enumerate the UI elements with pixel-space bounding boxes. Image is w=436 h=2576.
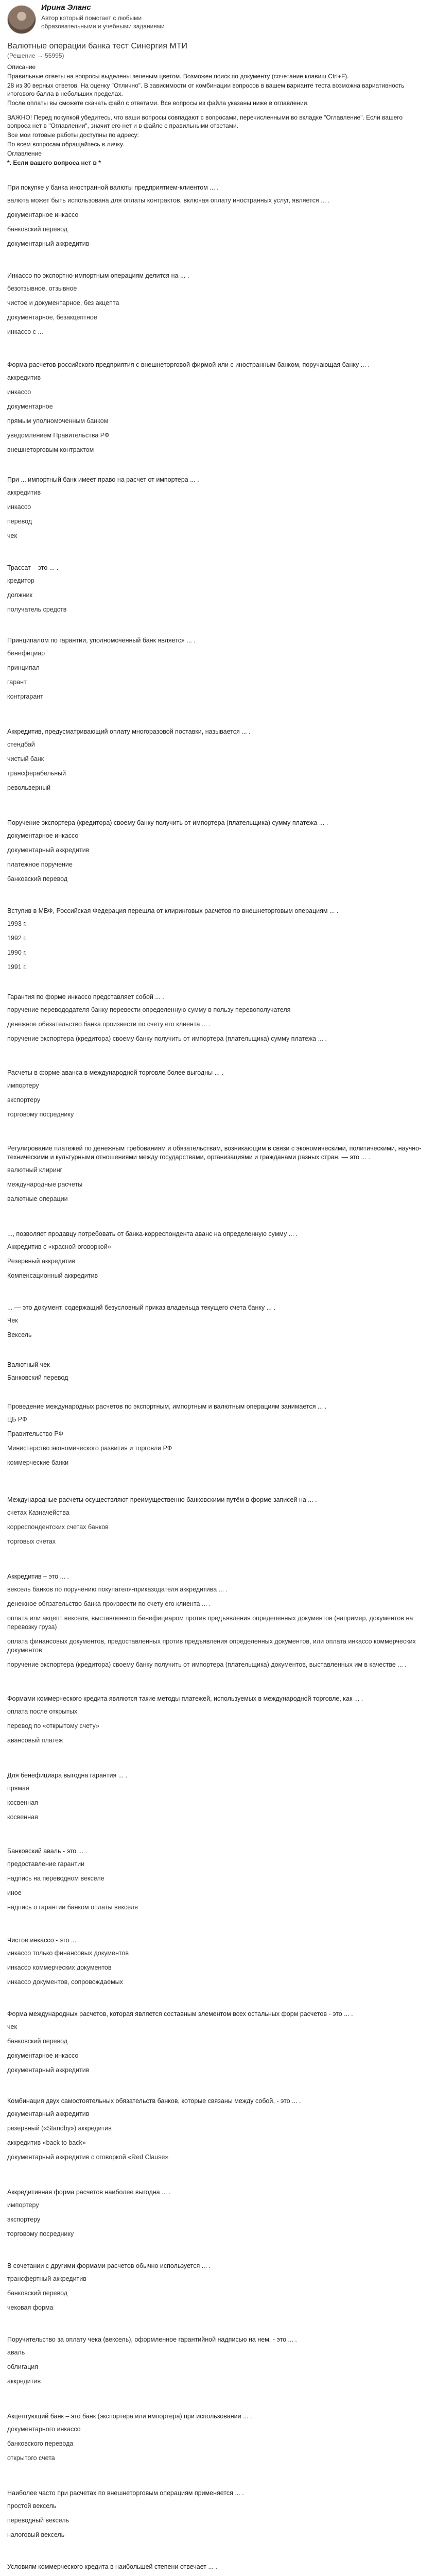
spacer (7, 1125, 427, 1144)
spacer (7, 254, 427, 272)
answer-option: документарное инкассо (7, 2052, 79, 2059)
answer-option: чек (7, 532, 17, 539)
answer-option: валютные операции (7, 1195, 68, 1202)
question-text: Трассат – это ... . (7, 564, 59, 571)
answer-option: облигация (7, 2363, 38, 2370)
answer-list (7, 1243, 427, 1280)
spacer (7, 2244, 427, 2262)
question-text: Банковский аваль - это ... . (7, 1848, 88, 1855)
answer-option: импортеру (7, 2201, 39, 2209)
answer-option: корреспондентских счетах банков (7, 1523, 109, 1531)
question-text: ... — это документ, содержащий безусловный приказ владельца текущего счета банку ... . (7, 1304, 276, 1311)
question-block (7, 1694, 427, 1745)
question-block (7, 1303, 427, 1340)
intro-line: Все мои готовые работы доступны по адресу: (7, 131, 139, 139)
answer-option: платежное поручение (7, 861, 73, 868)
answer-option: экспортеру (7, 2216, 41, 2223)
answer-list (7, 832, 427, 884)
answer-option: Вексель (7, 1331, 32, 1338)
answer-option: получатель средств (7, 606, 67, 613)
answer-list (7, 2201, 427, 2239)
answer-list (7, 1166, 427, 1204)
intro-line: 28 из 30 верных ответов. На оценку "Отлично". В зависимости от комбинации вопросов в вашем варианте теста возможна вариативность итогового балла в небольших пределах. (7, 82, 405, 97)
question-block (7, 1936, 427, 1987)
answer-option: прямая (7, 1785, 29, 1792)
spacer (7, 342, 427, 361)
question-block (7, 993, 427, 1043)
question-block (7, 272, 427, 336)
document-content (7, 0, 427, 2576)
answer-option: прямым уполномоченным банком (7, 417, 109, 425)
answer-option: уведомлением Правительства РФ (7, 432, 110, 439)
answer-option: денежное обязательство банка произвести по счету его клиента ... . (7, 1600, 211, 1607)
answer-option: безотзывное, отзывное (7, 285, 77, 292)
answer-list (7, 649, 427, 701)
answer-list (7, 488, 427, 540)
answer-option: торговому посреднику (7, 1111, 74, 1118)
answer-option: документарного инкассо (7, 2426, 81, 2433)
answer-list (7, 1949, 427, 1987)
answer-option: резервный («Standby») аккредитив (7, 2125, 112, 2132)
answer-option: Резервный аккредитив (7, 1258, 76, 1265)
question-block (7, 476, 427, 540)
answer-list (7, 1509, 427, 1546)
answer-option: международные расчеты (7, 1181, 83, 1188)
question-text: Принципалом по гарантии, уполномоченный банк является ... . (7, 637, 196, 644)
answer-option: револьверный (7, 784, 51, 791)
answer-option: чек (7, 2023, 17, 2030)
question-block (7, 1069, 427, 1119)
question-block (7, 1361, 427, 1382)
author-header (7, 0, 427, 41)
question-text: Форма расчетов российского предприятия с внешнеторговой фирмой или с иностранным банком, поручающая банку ... . (7, 361, 370, 368)
answer-list (7, 1374, 427, 1382)
answer-option: банковский перевод (7, 226, 68, 233)
question-text: Наиболее часто при расчетах по внешнеторговым операциям применяется ... . (7, 2489, 244, 2497)
answer-option: гарант (7, 679, 27, 686)
answer-list (7, 1585, 427, 1669)
answer-option: бенефициар (7, 650, 45, 657)
spacer (7, 1209, 427, 1230)
spacer (7, 1827, 427, 1847)
answer-option: 1993 г. (7, 920, 27, 927)
answer-option: авансовый платеж (7, 1737, 63, 1744)
answer-option: банковский перевод (7, 2290, 68, 2297)
spacer (7, 977, 427, 993)
toc-note: *. Если вашего вопроса нет в * (7, 159, 101, 166)
answer-option: оплата финансовых документов, предоставленных против предъявления определенных документов, или оплата инкассо коммерческих документов (7, 1638, 416, 1654)
answer-option: экспортеру (7, 1096, 41, 1104)
answer-option: документарный аккредитив (7, 846, 90, 854)
question-text: Акцептующий банк – это банк (экспортера или импортера) при использовании ... . (7, 2413, 252, 2420)
answer-option: аккредитив (7, 2378, 41, 2385)
intro-line: ВАЖНО! Перед покупкой убедитесь, что ваши вопросы совпадают с вопросами, перечисленными во вкладке "Оглавление". Если вашего вопроса нет в "Оглавлении", значит его нет и в файле с правильными ответами. (7, 114, 403, 129)
answer-option: кредитор (7, 577, 34, 584)
question-block (7, 1230, 427, 1280)
question-block (7, 1496, 427, 1546)
author-avatar[interactable] (7, 5, 36, 34)
question-block (7, 727, 427, 792)
question-block (7, 636, 427, 701)
question-list (7, 183, 427, 2576)
answer-option: должник (7, 591, 32, 599)
answer-option: аккредитив (7, 489, 41, 496)
spacer (7, 2468, 427, 2489)
question-text: Аккредитивная форма расчетов наиболее выгодна ... . (7, 2189, 171, 2196)
question-block (7, 1144, 427, 1204)
answer-option: инкассо (7, 503, 31, 511)
answer-option: переводный вексель (7, 2517, 69, 2524)
question-text: Комбинация двух самостоятельных обязательств банков, которые связаны между собой, - это ... . (7, 2097, 301, 2105)
answer-option: торговых счетах (7, 1538, 56, 1545)
answer-list (7, 577, 427, 614)
question-text: Гарантия по форме инкассо представляет собой ... . (7, 993, 164, 1001)
answer-list (7, 2110, 427, 2162)
answer-list (7, 920, 427, 972)
spacer (7, 108, 427, 113)
answer-option: коммерческие банки (7, 1459, 69, 1466)
answer-option: банковский перевод (7, 2038, 68, 2045)
answer-list (7, 740, 427, 792)
answer-option: счетах Казначейства (7, 1509, 69, 1516)
answer-option: документарный аккредитив (7, 2110, 90, 2117)
intro-section (7, 63, 427, 167)
question-text: Проведение международных расчетов по экспортным, импортным и валютным операциям занимается ... . (7, 1403, 327, 1410)
intro-line: Описание (7, 63, 36, 71)
question-block (7, 2489, 427, 2539)
question-block (7, 2563, 427, 2576)
page-title: Валютные операции банка тест Синергия МТИ (7, 42, 187, 50)
answer-option: налоговый вексель (7, 2531, 65, 2538)
answer-option: косвенная (7, 1799, 38, 1806)
question-text: Международные расчеты осуществляют преимущественно банковскими путём в форме записей на ... . (7, 1496, 317, 1503)
spacer (7, 1552, 427, 1572)
answer-list (7, 1784, 427, 1822)
answer-option: документарный аккредитив (7, 240, 90, 247)
question-text: Регулирование платежей по денежным требованиям и обязательствам, возникающим в связи с экономическими, политическими, научно-техническими и культурными отношениями между государствами, организациями и гражданами разных стран, — это ... . (7, 1145, 422, 1161)
answer-option: надпись о гарантии банком оплаты векселя (7, 1904, 138, 1911)
answer-option: импортеру (7, 1082, 39, 1089)
question-text: В сочетании с другими формами расчетов обычно используется ... . (7, 2262, 211, 2269)
answer-list (7, 2502, 427, 2539)
question-text: При покупке у банка иностранной валюты предприятием-клиентом ... . (7, 184, 219, 191)
spacer (7, 1473, 427, 1496)
answer-option: инкассо (7, 388, 31, 396)
question-text: Чистое инкассо - это ... . (7, 1937, 80, 1944)
question-block (7, 361, 427, 454)
answer-option: документарный аккредитив с оговоркой «Red Clause» (7, 2154, 169, 2161)
answer-list (7, 1316, 427, 1340)
answer-option: Чек (7, 1317, 18, 1324)
answer-option: надпись на переводном векселе (7, 1875, 104, 1882)
answer-option: документарное инкассо (7, 832, 79, 839)
answer-list (7, 2023, 427, 2075)
intro-line: Правильные ответы на вопросы выделены зеленым цветом. Возможен поиск по документу (сочетание клавиш Ctrl+F). (7, 73, 349, 80)
spacer (7, 2167, 427, 2188)
answer-option: документарное инкассо (7, 211, 79, 218)
answer-option: денежное обязательство банка произвести по счету его клиента ... . (7, 1021, 211, 1028)
spacer (7, 2080, 427, 2097)
question-text: ..., позволяет продавцу потребовать от банка-корреспондента аванс на определенную сумму ... . (7, 1230, 298, 1238)
spacer (7, 546, 427, 564)
spacer (7, 2392, 427, 2412)
answer-option: перевод (7, 518, 32, 525)
question-text: Условиям коммерческого кредита в наибольшей степени отвечает ... . (7, 2563, 217, 2570)
spacer (7, 1675, 427, 1694)
answer-option: стендбай (7, 741, 35, 748)
answer-option: оплата или акцепт векселя, выставленного бенефициаром против предъявления определенных документов (например, документов на перевозку груза) (7, 1615, 413, 1631)
answer-option: контргарант (7, 693, 43, 700)
answer-option: чековая форма (7, 2304, 54, 2311)
spacer (7, 2318, 427, 2335)
answer-list (7, 2348, 427, 2386)
answer-option: чистый банк (7, 755, 44, 762)
spacer (7, 889, 427, 907)
question-block (7, 1847, 427, 1912)
question-block (7, 564, 427, 614)
answer-list (7, 1006, 427, 1043)
answer-option: поручение экспортера (кредитора) своему банку получить от импортера (плательщика) документов, выставленных им в качестве ... . (7, 1661, 407, 1668)
question-text: При ... импортный банк имеет право на расчет от импортера ... . (7, 476, 199, 483)
answer-option: вексель банков по поручению покупателя-приказодателя аккредитива ... . (7, 1586, 228, 1593)
answer-option: трансфертный аккредитив (7, 2275, 86, 2282)
question-text: Инкассо по экспортно-импортным операциям делится на ... . (7, 272, 189, 279)
answer-option: инкассо только финансовых документов (7, 1950, 129, 1957)
spacer (7, 1345, 427, 1361)
answer-list (7, 1707, 427, 1745)
answer-option: торговому посреднику (7, 2230, 74, 2238)
spacer (7, 1049, 427, 1069)
answer-option: косвенная (7, 1814, 38, 1821)
question-text: Расчеты в форме аванса в международной торговле более выгодны ... . (7, 1069, 223, 1076)
question-text: Поручительство за оплату чека (вексель), оформленное гарантийной надписью на нем, - это ... . (7, 2336, 297, 2343)
question-text: Формами коммерческого кредита являются такие методы платежей, используемых в международной торговле, как ... . (7, 1695, 363, 1702)
answer-option: валютный клиринг (7, 1166, 63, 1174)
question-text: Форма международных расчетов, которая является составным элементом всех остальных форм расчетов - это ... . (7, 2010, 353, 2018)
question-text: Аккредитив, предусматривающий оплату многоразовой поставки, называется ... . (7, 728, 251, 735)
answer-list (7, 196, 427, 248)
question-block (7, 2097, 427, 2162)
question-block (7, 183, 427, 248)
answer-option: Банковский перевод (7, 1374, 68, 1381)
question-block (7, 907, 427, 972)
answer-option: банковский перевод (7, 875, 68, 883)
answer-option: Правительство РФ (7, 1430, 64, 1437)
spacer (7, 1286, 427, 1303)
answer-list (7, 1081, 427, 1119)
answer-list (7, 2275, 427, 2312)
answer-option: аккредитив (7, 374, 41, 381)
answer-list (7, 2425, 427, 2463)
spacer (7, 2545, 427, 2563)
answer-option: внешнеторговым контрактом (7, 446, 94, 453)
answer-option: принципал (7, 664, 40, 671)
question-block (7, 2188, 427, 2239)
answer-option: простой вексель (7, 2502, 57, 2510)
answer-option: поручение экспортера (кредитора) своему банку получить от импортера (плательщика) сумму платежа ... . (7, 1035, 327, 1042)
question-block (7, 1771, 427, 1822)
answer-option: открытого счета (7, 2454, 55, 2462)
answer-option: оплата после открытых (7, 1708, 78, 1715)
answer-option: документарное, безакцептное (7, 314, 97, 321)
question-block (7, 2412, 427, 2463)
answer-option: аваль (7, 2349, 25, 2356)
spacer (7, 707, 427, 727)
author-description: Автор который помогает с любыми образовательными и учебными заданиями (41, 14, 165, 30)
page-subtitle: (Решение → 55995) (7, 52, 64, 59)
answer-option: Министерство экономического развития и торговли РФ (7, 1445, 172, 1452)
answer-option: Компенсационный аккредитив (7, 1272, 98, 1279)
question-text: Для бенефициара выгодна гарантия ... . (7, 1772, 128, 1779)
answer-option: документарное (7, 403, 53, 410)
question-text: Аккредитив – это ... . (7, 1573, 69, 1580)
answer-option: поручение перевододателя банку перевести определенную сумму в пользу перевополучателя (7, 1006, 291, 1013)
answer-option: банковского перевода (7, 2440, 74, 2447)
answer-option: инкассо с ... (7, 328, 43, 335)
question-text: Поручение экспортера (кредитора) своему банку получить от импортера (плательщика) сумму платежа ... . (7, 819, 328, 826)
answer-option: ЦБ РФ (7, 1416, 27, 1423)
spacer (7, 460, 427, 476)
spacer (7, 1992, 427, 2010)
intro-line: Оглавление (7, 150, 42, 157)
question-block (7, 1402, 427, 1467)
answer-option: Аккредитив с «красной оговоркой» (7, 1243, 111, 1250)
answer-option: инкассо документов, сопровождаемых (7, 1978, 123, 1986)
intro-line: По всем вопросам обращайтесь в личку. (7, 141, 125, 148)
question-block (7, 2262, 427, 2312)
spacer (7, 798, 427, 819)
spacer (7, 1751, 427, 1771)
answer-option: трансферабельный (7, 770, 66, 777)
answer-option: 1990 г. (7, 949, 27, 956)
answer-option: аккредитив «back to back» (7, 2139, 86, 2146)
spacer (7, 1918, 427, 1936)
answer-option: 1991 г. (7, 963, 27, 971)
answer-option: валюта может быть использована для оплаты контрактов, включая оплату иностранных услуг, является ... . (7, 197, 330, 204)
intro-line: После оплаты вы сможете скачать файл с ответами. Все вопросы из файла указаны ниже в оглавлении. (7, 99, 309, 107)
answer-option: документарный аккредитив (7, 2066, 90, 2074)
question-block (7, 2335, 427, 2386)
question-block (7, 2010, 427, 2075)
question-text: Вступив в МВФ, Российская Федерация перешла от клиринговых расчетов по внешнеторговым операциям ... . (7, 907, 339, 914)
question-block (7, 1572, 427, 1669)
spacer (7, 1388, 427, 1402)
spacer (7, 168, 427, 183)
answer-option: чистое и документарное, без акцепта (7, 299, 119, 307)
answer-option: 1992 г. (7, 935, 27, 942)
question-block (7, 819, 427, 884)
author-name[interactable]: Ирина Эланс (41, 3, 91, 12)
answer-option: перевод по «открытому счету» (7, 1722, 99, 1730)
answer-list (7, 1860, 427, 1912)
answer-list (7, 1415, 427, 1467)
answer-list (7, 284, 427, 336)
answer-option: иное (7, 1889, 22, 1896)
answer-list (7, 374, 427, 454)
question-text: Валютный чек (7, 1361, 50, 1368)
answer-option: предоставление гарантии (7, 1860, 85, 1868)
answer-option: инкассо коммерческих документов (7, 1964, 112, 1971)
spacer (7, 620, 427, 636)
